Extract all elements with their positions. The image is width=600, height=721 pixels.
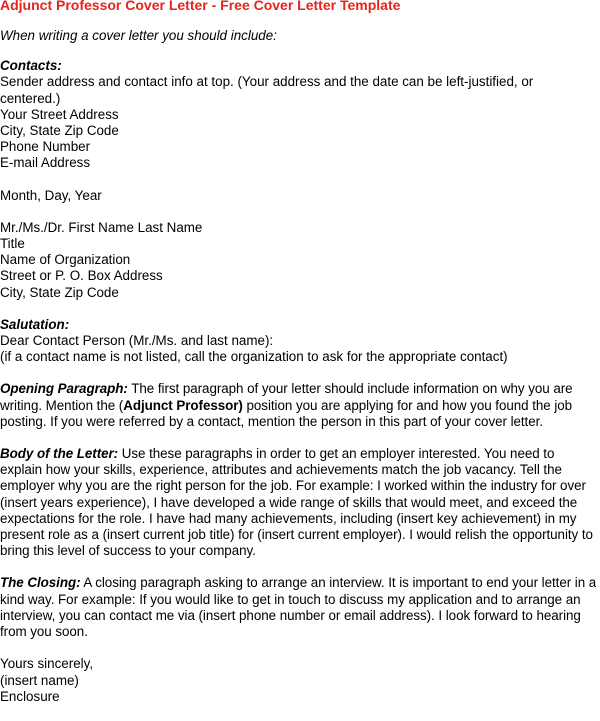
body-paragraph (0, 446, 600, 559)
signoff-line: Enclosure (0, 688, 60, 704)
recipient-line: Title (0, 236, 25, 252)
signoff-line: Yours sincerely, (0, 656, 94, 672)
date-line: Month, Day, Year (0, 187, 102, 203)
contacts-line: Phone Number (0, 139, 91, 155)
contacts-heading: Contacts: (0, 58, 62, 74)
recipient-line: City, State Zip Code (0, 284, 119, 300)
recipient-line: Mr./Ms./Dr. First Name Last Name (0, 219, 203, 235)
salutation-line: (if a contact name is not listed, call the organization to ask for the appropriate contact) (0, 349, 508, 365)
salutation-line: Dear Contact Person (Mr./Ms. and last name): (0, 333, 274, 349)
signoff-line: (insert name) (0, 672, 79, 688)
body-text: Use these paragraphs in order to get an employer interested. You need to explain how your skills, experience, attributes and achievements match the job vacancy. Tell the employer why you are the right person for the job. For example: I worked within the industry for over (insert years experience), I have developed a wide range of skills that would meet, and exceed the expectations for the role. I have had many achievements, including (insert key achievement) in my present role as a (insert current job title) for (insert current employer). I would relish the opportunity to bring this level of success to your company. (0, 446, 593, 559)
opening-heading: Opening Paragraph: (0, 381, 128, 397)
contacts-line: centered.) (0, 90, 61, 106)
recipient-line: Name of Organization (0, 252, 131, 268)
contacts-line: Your Street Address (0, 106, 119, 122)
opening-position: Adjunct Professor) (123, 397, 243, 413)
contacts-line: Sender address and contact info at top. (Your address and the date can be left-justified, or (0, 74, 534, 90)
contacts-line: E-mail Address (0, 155, 91, 171)
intro-text: When writing a cover letter you should include: (0, 28, 277, 43)
salutation-section (0, 317, 600, 366)
body-heading: Body of the Letter: (0, 446, 119, 462)
recipient-section (0, 220, 600, 301)
signoff-section (0, 656, 600, 705)
closing-heading: The Closing: (0, 575, 81, 591)
opening-paragraph (0, 381, 600, 430)
salutation-heading: Salutation: (0, 316, 70, 332)
opening-text: The first paragraph of your letter should include information on why you are writing. Mention the ( (0, 381, 573, 413)
recipient-line: Street or P. O. Box Address (0, 268, 163, 284)
closing-paragraph (0, 575, 600, 640)
opening-text-continued: position you are applying for and how you found the job posting. If you were referred by a contact, mention the person in this part of your cover letter. (0, 397, 573, 429)
contacts-section (0, 58, 600, 171)
document-title: Adjunct Professor Cover Letter - Free Cover Letter Template (0, 0, 401, 13)
date-section (0, 188, 600, 204)
closing-text: A closing paragraph asking to arrange an interview. It is important to end your letter in a kind way. For example: If you would like to get in touch to discuss my application and to arrange an interview, you can contact me via (insert phone number or email address). I look forward to hearing from you soon. (0, 575, 597, 640)
contacts-line: City, State Zip Code (0, 123, 119, 139)
